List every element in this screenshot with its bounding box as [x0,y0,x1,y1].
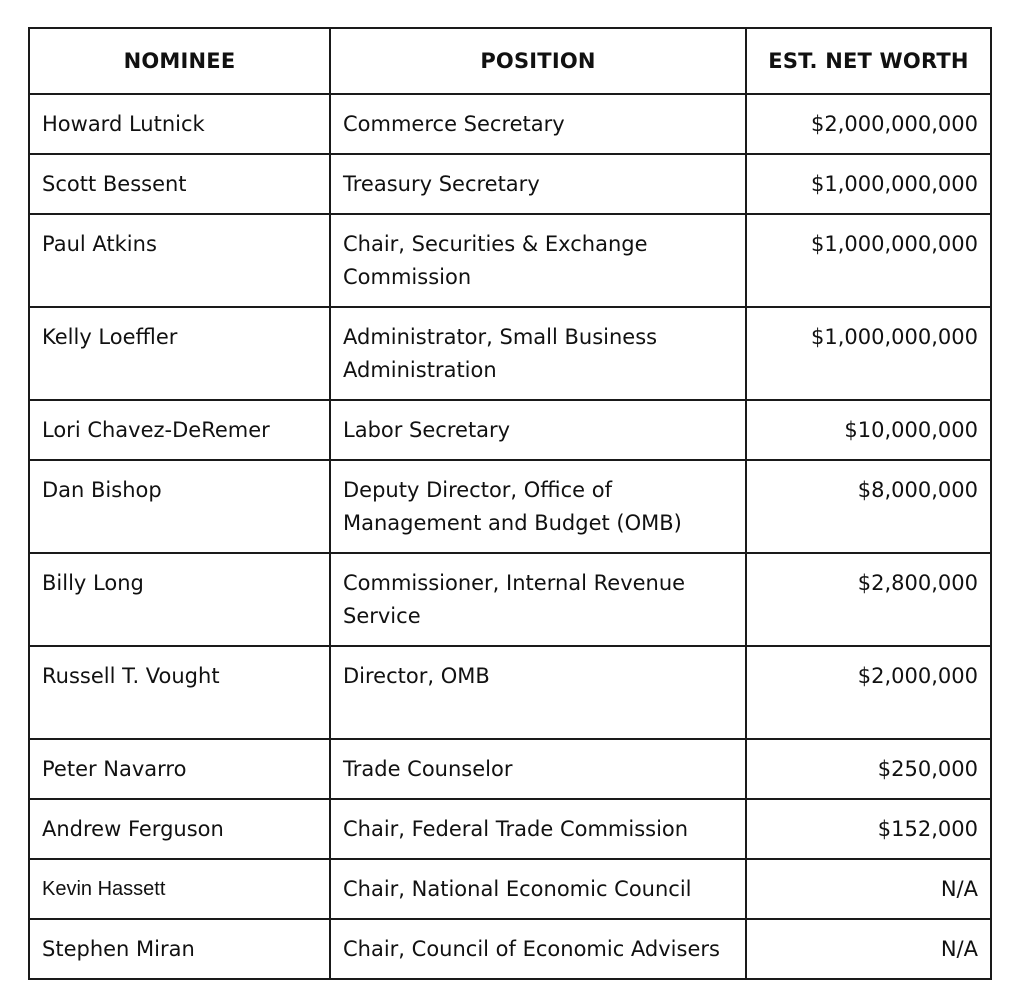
table-row [29,460,991,553]
net-worth-cell: $1,000,000,000 [746,214,991,307]
nominee-cell: Scott Bessent [29,154,330,214]
table-row [29,646,991,739]
nominee-cell: Lori Chavez-DeRemer [29,400,330,460]
nominee-cell: Peter Navarro [29,739,330,799]
table-row [29,94,991,154]
net-worth-cell: $2,000,000,000 [746,94,991,154]
net-worth-cell: N/A [746,859,991,919]
header-position: POSITION [330,28,746,94]
net-worth-cell: $250,000 [746,739,991,799]
nominee-cell: Kelly Loeffler [29,307,330,400]
net-worth-cell: $2,800,000 [746,553,991,646]
table-header-row [29,28,991,94]
position-cell: Labor Secretary [330,400,746,460]
position-cell: Chair, Securities & Exchange Commission [330,214,746,307]
nominee-cell: Howard Lutnick [29,94,330,154]
position-cell: Chair, National Economic Council [330,859,746,919]
nominee-cell: Dan Bishop [29,460,330,553]
table-row [29,307,991,400]
table-row [29,739,991,799]
position-cell: Commissioner, Internal Revenue Service [330,553,746,646]
nominee-cell: Billy Long [29,553,330,646]
net-worth-cell: $10,000,000 [746,400,991,460]
table-row [29,214,991,307]
table-row [29,859,991,919]
position-cell: Chair, Federal Trade Commission [330,799,746,859]
net-worth-cell: $8,000,000 [746,460,991,553]
table-row [29,919,991,979]
position-cell: Chair, Council of Economic Advisers [330,919,746,979]
net-worth-cell: $152,000 [746,799,991,859]
net-worth-cell: $2,000,000 [746,646,991,739]
nominee-cell: Stephen Miran [29,919,330,979]
position-cell: Deputy Director, Office of Management and Budget (OMB) [330,460,746,553]
net-worth-cell: N/A [746,919,991,979]
header-nominee: NOMINEE [29,28,330,94]
table-row [29,154,991,214]
position-cell: Treasury Secretary [330,154,746,214]
nominee-cell: Paul Atkins [29,214,330,307]
table-row [29,799,991,859]
table-row [29,553,991,646]
nominee-cell: Andrew Ferguson [29,799,330,859]
position-cell: Commerce Secretary [330,94,746,154]
table-row [29,400,991,460]
header-est-net-worth: EST. NET WORTH [746,28,991,94]
position-cell: Trade Counselor [330,739,746,799]
net-worth-cell: $1,000,000,000 [746,307,991,400]
net-worth-cell: $1,000,000,000 [746,154,991,214]
nominee-net-worth-table [28,27,992,980]
position-cell: Administrator, Small Business Administration [330,307,746,400]
position-cell: Director, OMB [330,646,746,739]
nominee-cell: Kevin Hassett [29,859,330,919]
nominee-cell: Russell T. Vought [29,646,330,739]
